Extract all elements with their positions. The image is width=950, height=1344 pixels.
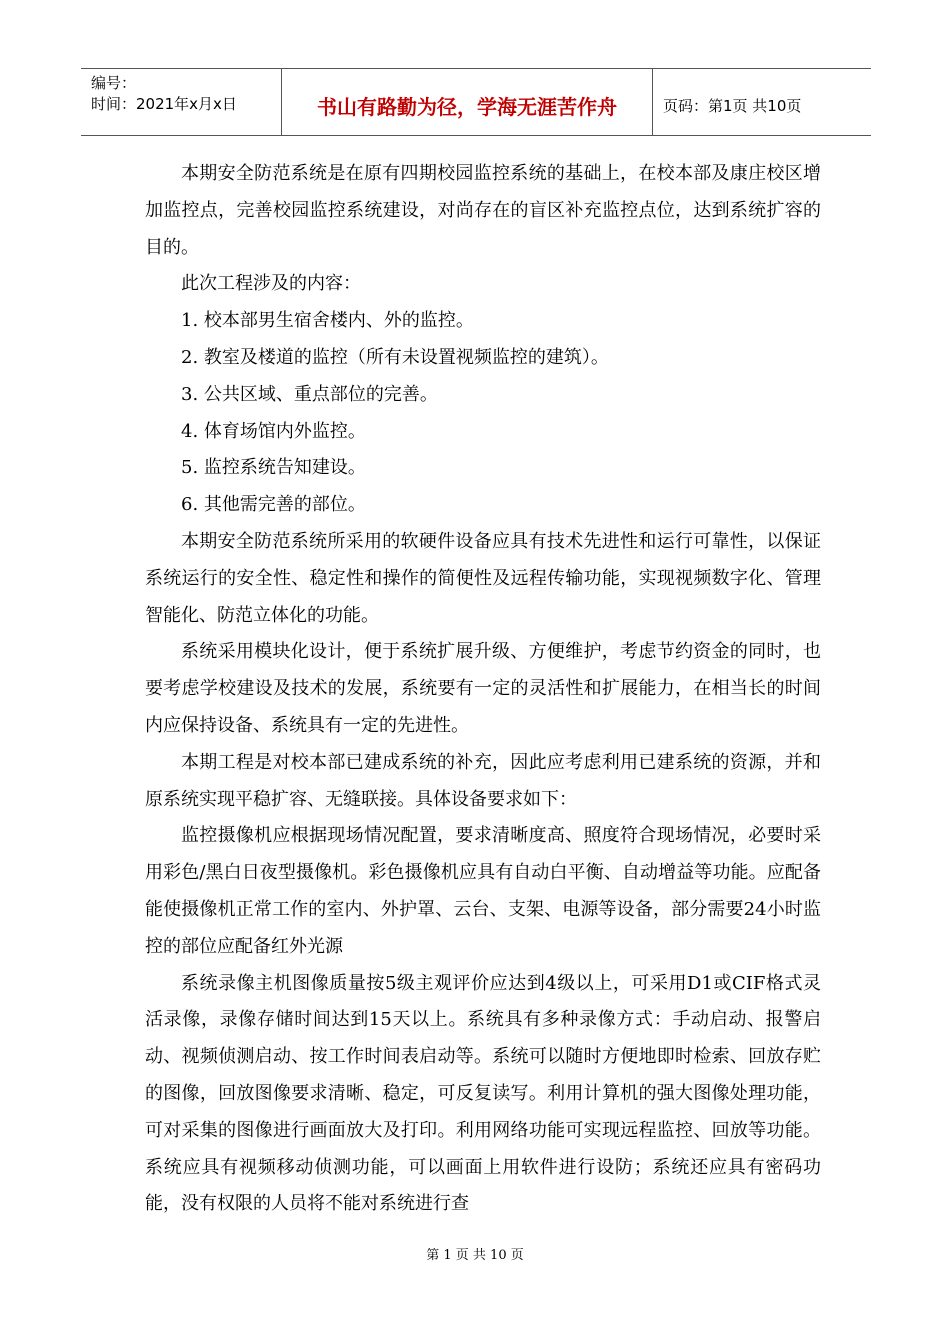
paragraph: 本期安全防范系统是在原有四期校园监控系统的基础上，在校本部及康庄校区增加监控点，完善校园监控系统建设，对尚存在的盲区补充监控点位，达到系统扩容的目的。 [145,163,821,258]
paragraph: 系统采用模块化设计，便于系统扩展升级、方便维护，考虑节约资金的同时，也要考虑学校建设及技术的发展，系统要有一定的灵活性和扩展能力，在相当长的时间内应保持设备、系统具有一定的先进性。 [145,641,821,736]
page-header [81,68,871,136]
paragraph: 本期安全防范系统所采用的软硬件设备应具有技术先进性和运行可靠性，以保证系统运行的安全性、稳定性和操作的简便性及远程传输功能，实现视频数字化、管理智能化、防范立体化的功能。 [145,530,821,626]
header-motto: 书山有路勤为径，学海无涯苦作舟 [281,69,653,135]
paragraph: 系统录像主机图像质量按5级主观评价应达到4级以上，可采用D1或CIF格式灵活录像，录像存储时间达到15天以上。系统具有多种录像方式：手动启动、报警启动、视频侦测启动、按工作时间表启动等。系统可以随时方便地即时检索、回放存贮的图像，回放图像要求清晰、稳定，可反复读写。利用计算机的强大图像处理功能，可对采集的图像进行画面放大及打印。利用网络功能可实现远程监控、回放等功能。系统应具有视频移动侦测功能，可以画面上用软件进行设防；系统还应具有密码功能，没有权限的人员将不能对系统进行查 [145,972,821,1215]
paragraph: 本期工程是对校本部已建成系统的补充，因此应考虑利用已建系统的资源，并和原系统实现平稳扩容、无缝联接。具体设备要求如下： [145,751,821,810]
list-item: 3. 公共区域、重点部位的完善。 [181,383,438,405]
document-number-label: 编号： [91,74,137,92]
header-meta [81,69,281,135]
list-item: 4. 体育场馆内外监控。 [181,420,366,442]
paragraph: 此次工程涉及的内容： [181,273,361,295]
page-footer: 第 1 页 共 10 页 [426,1248,524,1263]
list-item: 1. 校本部男生宿舍楼内、外的监控。 [181,310,474,332]
header-page-info: 页码：第1页 共10页 [663,96,802,115]
document-body [145,156,821,1223]
paragraph: 监控摄像机应根据现场情况配置，要求清晰度高、照度符合现场情况，必要时采用彩色/黑白日夜型摄像机。彩色摄像机应具有自动白平衡、自动增益等功能。应配备能使摄像机正常工作的室内、外护罩、云台、支架、电源等设备，部分需要24小时监控的部位应配备红外光源 [145,825,821,957]
list-item: 6. 其他需完善的部位。 [181,494,366,516]
list-item: 5. 监控系统告知建设。 [181,457,366,479]
list-item: 2. 教室及楼道的监控（所有未设置视频监控的建筑）。 [181,346,609,368]
document-time-label: 时间：2021年x月x日 [91,95,237,113]
